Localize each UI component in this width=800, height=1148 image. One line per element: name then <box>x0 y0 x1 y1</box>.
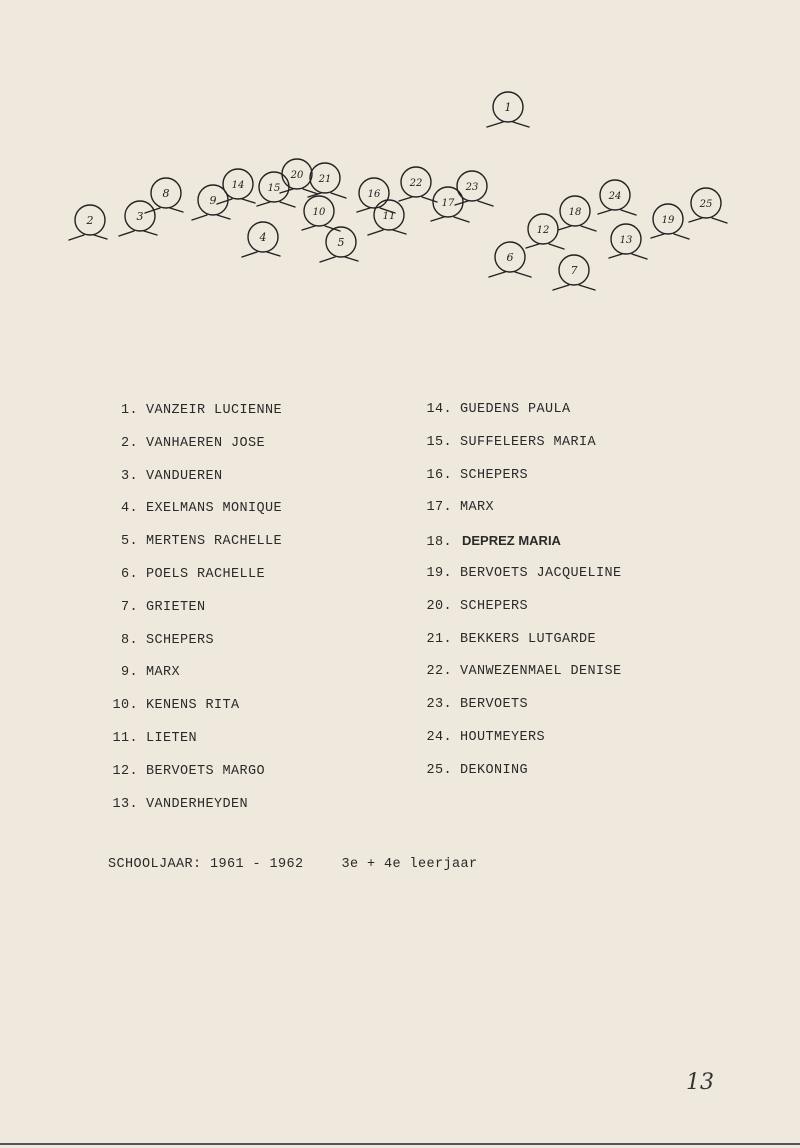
grade-level: 3e + 4e leerjaar <box>341 857 478 872</box>
seat-10 <box>302 196 340 231</box>
shoulders <box>217 199 255 204</box>
seat-12 <box>526 214 564 249</box>
seat-number: 8 <box>162 187 170 200</box>
item-number: 12. <box>112 763 138 779</box>
item-number: 18. <box>426 535 452 551</box>
shoulders <box>320 257 358 262</box>
item-number: 19. <box>426 565 452 581</box>
list-item <box>100 562 282 595</box>
seating-diagram <box>0 0 800 320</box>
item-name: BERVOETS <box>460 697 529 713</box>
seat-number: 20 <box>290 170 304 181</box>
item-number: 1. <box>120 403 138 418</box>
list-item <box>100 464 282 497</box>
seat-number: 21 <box>318 174 332 185</box>
seat-14 <box>217 169 255 204</box>
seat-3 <box>119 201 157 236</box>
shoulders <box>399 197 437 202</box>
item-number: 9. <box>120 665 138 681</box>
seat-6 <box>489 242 531 277</box>
shoulders <box>553 285 595 290</box>
seat-number: 15 <box>267 183 281 194</box>
item-number: 6. <box>120 566 138 582</box>
seat-13 <box>609 224 647 259</box>
list-item <box>100 529 282 562</box>
shoulders <box>145 208 183 213</box>
seat-number: 12 <box>536 225 550 236</box>
shoulders <box>119 231 157 236</box>
item-name: VANHAEREN JOSE <box>146 435 266 451</box>
item-number: 4. <box>120 501 138 517</box>
seat-number: 16 <box>367 189 381 200</box>
item-name: EXELMANS MONIQUE <box>146 501 283 517</box>
list-item <box>414 495 622 528</box>
seat-number: 13 <box>619 235 633 246</box>
school-year: SCHOOLJAAR: 1961 - 1962 <box>108 857 304 872</box>
item-name: MARX <box>146 665 181 681</box>
item-number: 11. <box>112 730 138 746</box>
item-name: BERVOETS JACQUELINE <box>460 565 622 581</box>
list-item <box>414 594 622 627</box>
item-name: SUFFELEERS MARIA <box>460 434 597 450</box>
list-item <box>414 659 622 692</box>
item-name: VANZEIR LUCIENNE <box>146 403 283 418</box>
list-item <box>414 528 622 561</box>
item-name: VANDUEREN <box>146 468 223 484</box>
item-number: 23. <box>426 697 452 713</box>
shoulders <box>431 217 469 222</box>
seat-number: 7 <box>570 264 578 277</box>
seat-number: 9 <box>209 194 217 207</box>
seat-7 <box>553 255 595 290</box>
list-item <box>414 463 622 496</box>
item-number: 13. <box>112 796 138 812</box>
list-item <box>100 496 282 529</box>
list-item <box>414 627 622 660</box>
seat-number: 4 <box>259 231 267 244</box>
list-item <box>100 726 282 759</box>
shoulders <box>242 252 280 257</box>
seat-8 <box>145 178 183 213</box>
item-name: SCHEPERS <box>460 467 529 483</box>
seat-18 <box>558 196 596 231</box>
shoulders <box>257 202 295 207</box>
item-number: 8. <box>120 632 138 648</box>
list-item <box>100 398 282 431</box>
list-item <box>414 397 622 430</box>
item-number: 10. <box>112 698 138 714</box>
list-item <box>414 725 622 758</box>
item-number: 22. <box>426 664 452 680</box>
shoulders <box>368 230 406 235</box>
seat-25 <box>689 188 727 223</box>
list-item <box>414 758 622 791</box>
seat-number: 14 <box>231 180 245 191</box>
seat-number: 1 <box>504 101 512 114</box>
seat-number: 10 <box>312 207 326 218</box>
names-column-right <box>414 397 622 791</box>
item-name: DEKONING <box>460 762 529 778</box>
item-name: BEKKERS LUTGARDE <box>460 631 597 647</box>
item-name: GRIETEN <box>146 599 206 615</box>
shoulders <box>489 272 531 277</box>
shoulders <box>280 189 318 194</box>
list-item <box>100 660 282 693</box>
item-number: 16. <box>426 467 452 483</box>
seat-number: 18 <box>568 207 582 218</box>
seat-number: 6 <box>506 251 514 264</box>
shoulders <box>689 218 727 223</box>
item-name: SCHEPERS <box>146 632 215 648</box>
list-item <box>100 595 282 628</box>
item-number: 20. <box>426 598 452 614</box>
item-name: VANWEZENMAEL DENISE <box>460 664 622 680</box>
list-item <box>100 628 282 661</box>
shoulders <box>558 226 596 231</box>
item-number: 25. <box>426 762 452 778</box>
seat-2 <box>69 205 107 240</box>
seat-number: 11 <box>382 211 396 222</box>
item-name: VANDERHEYDEN <box>146 796 249 812</box>
seat-1 <box>487 92 529 127</box>
seat-number: 23 <box>465 182 479 193</box>
item-number: 2. <box>120 435 138 451</box>
item-name: SCHEPERS <box>460 598 529 614</box>
list-item <box>100 431 282 464</box>
seat-number: 2 <box>86 214 94 227</box>
shoulders <box>526 244 564 249</box>
item-name: LIETEN <box>146 730 198 746</box>
item-number: 3. <box>120 468 138 484</box>
names-column-left <box>100 398 282 824</box>
list-item <box>414 430 622 463</box>
seat-number: 17 <box>441 198 455 209</box>
item-name: BERVOETS MARGO <box>146 763 266 779</box>
list-item <box>100 693 282 726</box>
page-number: 13 <box>686 1070 714 1095</box>
item-number: 21. <box>426 631 452 647</box>
item-name: GUEDENS PAULA <box>460 402 571 417</box>
list-item <box>100 792 282 825</box>
list-item <box>100 759 282 792</box>
item-name: DEPREZ MARIA <box>462 533 561 549</box>
seat-number: 24 <box>608 191 622 202</box>
seat-17 <box>431 187 469 222</box>
item-number: 7. <box>120 599 138 615</box>
shoulders <box>69 235 107 240</box>
item-name: POELS RACHELLE <box>146 566 266 582</box>
item-number: 17. <box>426 500 452 516</box>
shoulders <box>455 201 493 206</box>
bottom-rule <box>0 1143 800 1145</box>
seat-22 <box>399 167 437 202</box>
list-item <box>414 692 622 725</box>
item-number: 5. <box>120 534 138 550</box>
item-name: MERTENS RACHELLE <box>146 534 283 550</box>
seat-11 <box>368 200 406 235</box>
item-number: 14. <box>426 402 452 417</box>
shoulders <box>487 122 529 127</box>
seat-23 <box>455 171 493 206</box>
school-year-line <box>108 857 478 872</box>
seat-number: 22 <box>409 178 423 189</box>
seat-number: 25 <box>699 199 713 210</box>
item-name: HOUTMEYERS <box>460 729 546 745</box>
seat-4 <box>242 222 280 257</box>
shoulders <box>651 234 689 239</box>
seat-number: 3 <box>136 210 144 223</box>
item-name: MARX <box>460 500 495 516</box>
shoulders <box>609 254 647 259</box>
seat-19 <box>651 204 689 239</box>
item-number: 24. <box>426 729 452 745</box>
item-name: KENENS RITA <box>146 698 240 714</box>
seat-number: 5 <box>337 236 345 249</box>
shoulders <box>598 210 636 215</box>
shoulders <box>192 215 230 220</box>
list-item <box>414 561 622 594</box>
seat-20 <box>280 159 318 194</box>
seat-number: 19 <box>661 215 675 226</box>
item-number: 15. <box>426 434 452 450</box>
seat-24 <box>598 180 636 215</box>
seat-5 <box>320 227 358 262</box>
